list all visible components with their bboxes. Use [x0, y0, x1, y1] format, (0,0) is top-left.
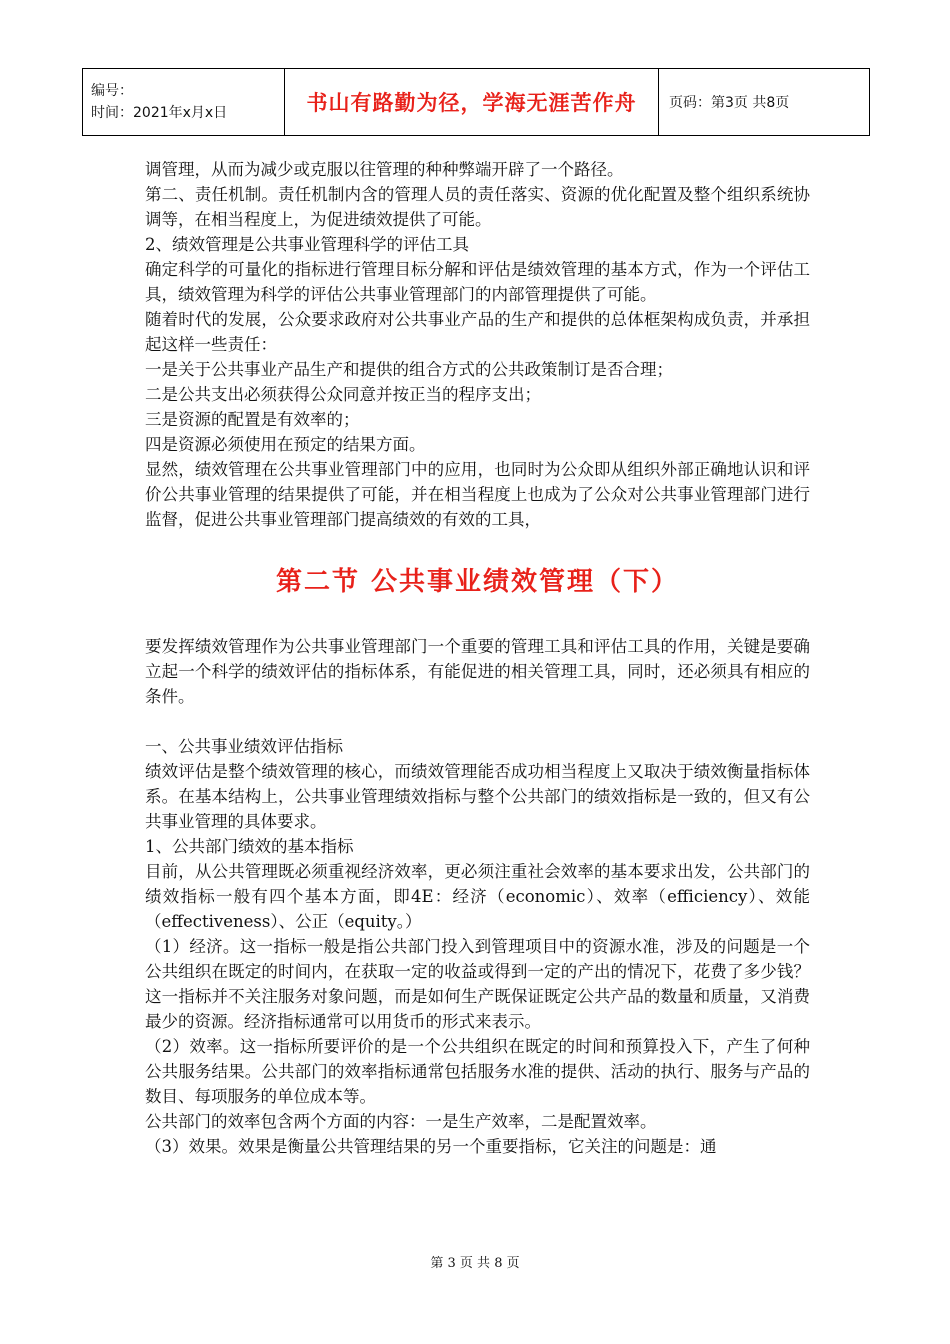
- paragraph: 第二、责任机制。责任机制内含的管理人员的责任落实、资源的优化配置及整个组织系统协调等，在相当程度上，为促进绩效提供了可能。: [145, 185, 810, 229]
- header-meta: [83, 69, 285, 135]
- header-page-info: [659, 69, 869, 135]
- paragraph: 确定科学的可量化的指标进行管理目标分解和评估是绩效管理的基本方式，作为一个评估工具，绩效管理为科学的评估公共事业管理部门的内部管理提供了可能。: [145, 260, 810, 304]
- paragraph-heading: 一、公共事业绩效评估指标: [145, 737, 343, 756]
- page-footer: [0, 1252, 950, 1271]
- spacer: [145, 709, 810, 734]
- paragraph-heading: 2、绩效管理是公共事业管理科学的评估工具: [145, 235, 469, 254]
- motto-text: 书山有路勤为径，学海无涯苦作舟: [306, 91, 637, 115]
- paragraph: 随着时代的发展，公众要求政府对公共事业产品的生产和提供的总体框架构成负责，并承担起这样一些责任：: [145, 310, 810, 354]
- paragraph: （3）效果。效果是衡量公共管理结果的另一个重要指标，它关注的问题是：通: [145, 1137, 717, 1156]
- paragraph-heading: 1、公共部门绩效的基本指标: [145, 837, 354, 856]
- paragraph: 公共部门的效率包含两个方面的内容：一是生产效率，二是配置效率。: [145, 1112, 657, 1131]
- list-item: 四是资源必须使用在预定的结果方面。: [145, 435, 426, 454]
- document-body: [145, 157, 810, 1159]
- number-label: 编号：: [91, 83, 133, 99]
- time-label: 时间：2021年x月x日: [91, 105, 228, 121]
- page-info-text: 页码：第3页 共8页: [669, 95, 790, 111]
- paragraph: 显然，绩效管理在公共事业管理部门中的应用，也同时为公众即从组织外部正确地认识和评价公共事业管理的结果提供了可能，并在相当程度上也成为了公众对公共事业管理部门进行监督，促进公共事业管理部门提高绩效的有效的工具，: [145, 460, 810, 529]
- section-title: 第二节 公共事业绩效管理（下）: [275, 567, 680, 597]
- paragraph: （1）经济。这一指标一般是指公共部门投入到管理项目中的资源水准，涉及的问题是一个公共组织在既定的时间内，在获取一定的收益或得到一定的产出的情况下，花费了多少钱？这一指标并不关注服务对象问题，而是如何生产既保证既定公共产品的数量和质量，又消费最少的资源。经济指标通常可以用货币的形式来表示。: [145, 937, 810, 1031]
- footer-page-number: 第 3 页 共 8 页: [430, 1256, 520, 1271]
- page-header: [82, 68, 870, 136]
- paragraph: 绩效评估是整个绩效管理的核心，而绩效管理能否成功相当程度上又取决于绩效衡量指标体系。在基本结构上，公共事业管理绩效指标与整个公共部门的绩效指标是一致的，但又有公共事业管理的具体要求。: [145, 762, 810, 831]
- paragraph: 目前，从公共管理既必须重视经济效率，更必须注重社会效率的基本要求出发，公共部门的绩效指标一般有四个基本方面，即4E：经济（economic）、效率（efficiency）、效能（effectiveness）、公正（equity。）: [145, 862, 810, 931]
- list-item: 一是关于公共事业产品生产和提供的组合方式的公共政策制订是否合理；: [145, 360, 673, 379]
- intro-paragraph: 要发挥绩效管理作为公共事业管理部门一个重要的管理工具和评估工具的作用，关键是要确立起一个科学的绩效评估的指标体系，有能促进的相关管理工具，同时，还必须具有相应的条件。: [145, 637, 810, 706]
- paragraph: （2）效率。这一指标所要评价的是一个公共组织在既定的时间和预算投入下，产生了何种公共服务结果。公共部门的效率指标通常包括服务水准的提供、活动的执行、服务与产品的数目、每项服务的单位成本等。: [145, 1037, 810, 1106]
- paragraph: 调管理，从而为减少或克服以往管理的种种弊端开辟了一个路径。: [145, 160, 624, 179]
- header-motto: [285, 69, 659, 135]
- list-item: 三是资源的配置是有效率的；: [145, 410, 360, 429]
- list-item: 二是公共支出必须获得公众同意并按正当的程序支出；: [145, 385, 541, 404]
